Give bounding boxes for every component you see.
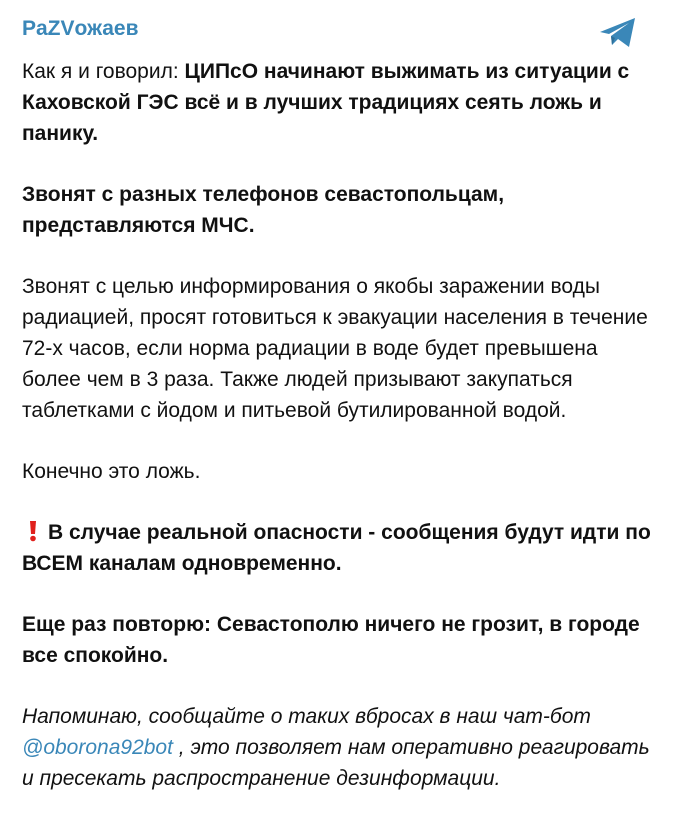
paragraph-details: Звонят с целью информирования о якобы заражении воды радиацией, просят готовиться к эвакуации населения в течение 72-х часов, если норма радиации в воде будет превышена более чем в 3 раза. Также людей призывают закупаться таблетками с йодом и питьевой бутилированной водой. [22, 275, 648, 422]
intro-bold-text: ЦИПсО начинают выжимать из ситуации с Каховской ГЭС всё и в лучших традициях сеять ложь и панику. [22, 60, 630, 145]
warning-text: В случае реальной опасности - сообщения будут идти по ВСЕМ каналам одновременно. [22, 521, 651, 575]
paragraph-lie: Конечно это ложь. [22, 460, 201, 483]
post-body [22, 56, 652, 794]
reminder-text-after: , это позволяет нам оперативно реагировать и пресекать распространение дезинформации. [22, 736, 650, 790]
paragraph-intro [22, 56, 652, 149]
reminder-text-before: Напоминаю, сообщайте о таких вбросах в наш чат-бот [22, 705, 591, 728]
paragraph-calls: Звонят с разных телефонов севастопольцам, представляются МЧС. [22, 183, 505, 237]
paragraph-warning [22, 517, 652, 579]
paragraph-reminder [22, 701, 652, 794]
channel-name[interactable]: PaZVожаев [22, 17, 139, 40]
bot-link[interactable]: @oborona92bot [22, 736, 173, 759]
paragraph-reassure: Еще раз повторю: Севастополю ничего не грозит, в городе все спокойно. [22, 613, 640, 667]
exclamation-icon [28, 520, 38, 542]
post-header [22, 14, 652, 50]
intro-normal-text: Как я и говорил: [22, 60, 185, 83]
telegram-icon[interactable] [598, 16, 638, 50]
